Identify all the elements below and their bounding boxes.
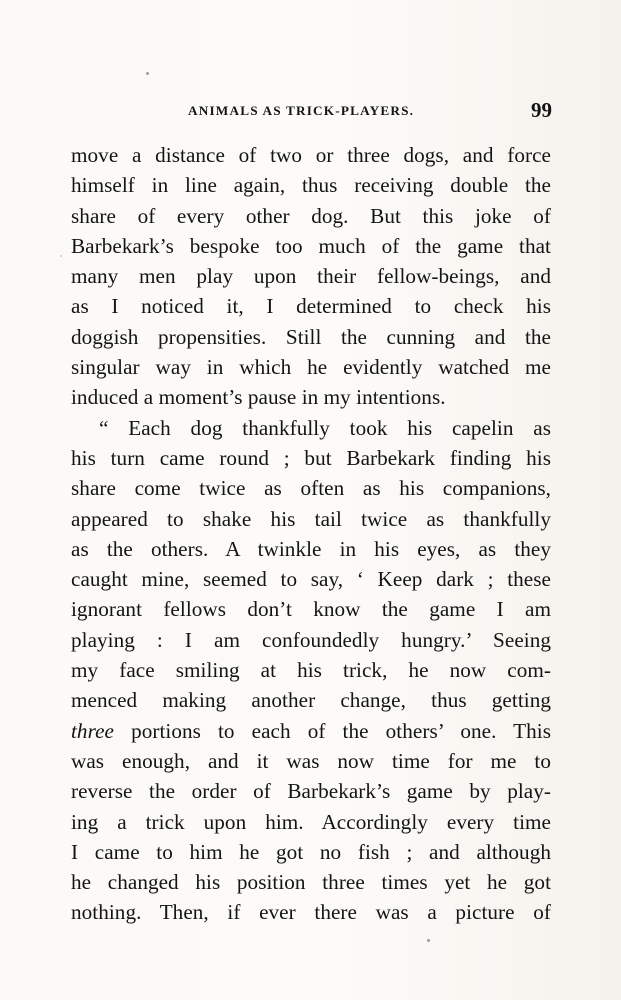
print-speck [60,255,62,257]
text-line-with-italic [71,716,551,746]
text-line: as I noticed it, I determined to check his [71,294,551,319]
line-text: portions to each of the others’ one. This [114,718,551,743]
text-line: ignorant fellows don’t know the game I am [71,597,551,622]
text-line: my face smiling at his trick, he now com- [71,658,551,683]
text-line: nothing. Then, if ever there was a picture of [71,900,551,925]
body-text [71,140,551,928]
text-line: doggish propensities. Still the cunning and the [71,324,551,349]
text-line: as the others. A twinkle in his eyes, as they [71,536,551,561]
text-line: induced a moment’s pause in my intentions. [71,385,446,410]
text-line: share of every other dog. But this joke of [71,203,551,228]
text-line: move a distance of two or three dogs, and force [71,143,551,167]
text-line: “ Each dog thankfully took his capelin as [99,415,551,440]
text-line: share come twice as often as his companions, [71,476,551,501]
text-line: was enough, and it was now time for me to [71,748,551,773]
print-speck [146,72,149,75]
text-line: his turn came round ; but Barbekark finding his [71,445,551,470]
text-line: reverse the order of Barbekark’s game by play- [71,779,551,804]
running-title: ANIMALS AS TRICK-PLAYERS. [188,104,415,118]
italic-word: three [71,718,114,743]
text-line: himself in line again, thus receiving double the [71,173,551,198]
print-speck [427,939,430,942]
text-line: I came to him he got no fish ; and although [71,839,551,864]
text-line: appeared to shake his tail twice as thankfully [71,506,551,531]
text-line: caught mine, seemed to say, ‘ Keep dark ; these [71,567,551,592]
text-line: he changed his position three times yet he got [71,870,551,895]
text-line: menced making another change, thus getting [71,688,551,713]
text-line: playing : I am confoundedly hungry.’ Seeing [71,627,551,652]
running-head [70,96,552,122]
text-line: Barbekark’s bespoke too much of the game that [71,233,551,258]
page-number: 99 [531,98,552,122]
text-line: singular way in which he evidently watched me [71,355,551,380]
text-line: ing a trick upon him. Accordingly every time [71,809,551,834]
text-line: many men play upon their fellow-beings, and [71,264,551,289]
